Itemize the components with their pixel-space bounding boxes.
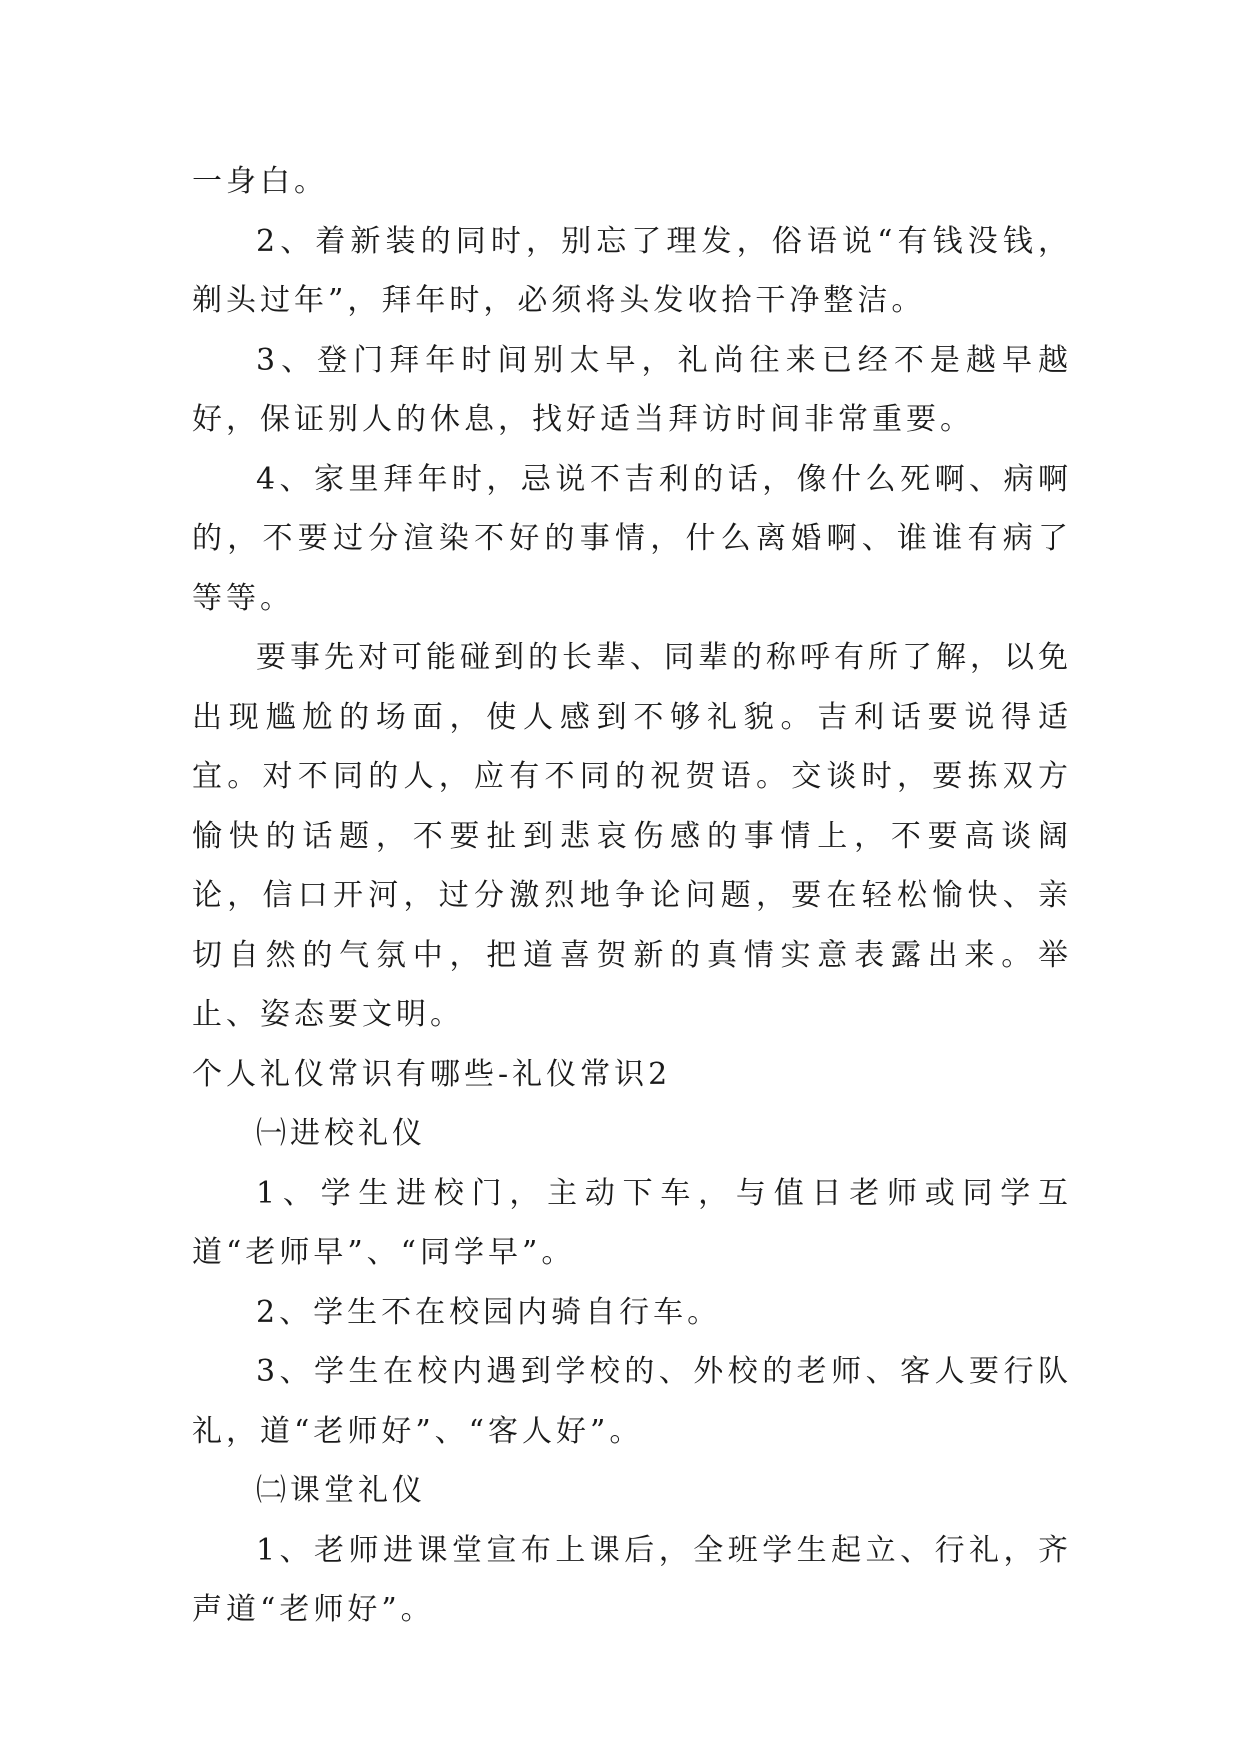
section-heading-entering-school: ㈠进校礼仪 — [256, 1116, 426, 1151]
section-heading-classroom: ㈡课堂礼仪 — [256, 1473, 426, 1508]
paragraph-item-3-visit-time: 3、登门拜年时间别太早，礼尚往来已经不是越早越好，保证别人的休息，找好适当拜访时间非常重要。 — [192, 342, 1072, 437]
paragraph-school-item-3: 3、学生在校内遇到学校的、外校的老师、客人要行队礼，道“老师好”、“客人好”。 — [192, 1354, 1072, 1449]
document-body — [192, 152, 1072, 1640]
paragraph-continuation: 一身白。 — [192, 164, 328, 199]
paragraph-item-4-taboo-words: 4、家里拜年时，忌说不吉利的话，像什么死啊、病啊的，不要过分渲染不好的事情，什么离婚啊、谁谁有病了等等。 — [192, 461, 1072, 616]
paragraph-item-2-haircut: 2、着新装的同时，别忘了理发，俗语说“有钱没钱，剃头过年”，拜年时，必须将头发收拾干净整洁。 — [192, 223, 1072, 318]
document-heading: 个人礼仪常识有哪些-礼仪常识2 — [192, 1056, 672, 1092]
paragraph-school-item-2: 2、学生不在校园内骑自行车。 — [256, 1294, 722, 1330]
paragraph-greetings-advice: 要事先对可能碰到的长辈、同辈的称呼有所了解，以免出现尴尬的场面，使人感到不够礼貌。吉利话要说得适宜。对不同的人，应有不同的祝贺语。交谈时，要拣双方愉快的话题，不要扯到悲哀伤感的事情上，不要高谈阔论，信口开河，过分激烈地争论问题，要在轻松愉快、亲切自然的气氛中，把道喜贺新的真情实意表露出来。举止、姿态要文明。 — [192, 640, 1072, 1032]
paragraph-school-item-1: 1、学生进校门，主动下车，与值日老师或同学互道“老师早”、“同学早”。 — [192, 1175, 1072, 1270]
paragraph-classroom-item-1: 1、老师进课堂宣布上课后，全班学生起立、行礼，齐声道“老师好”。 — [192, 1532, 1072, 1627]
